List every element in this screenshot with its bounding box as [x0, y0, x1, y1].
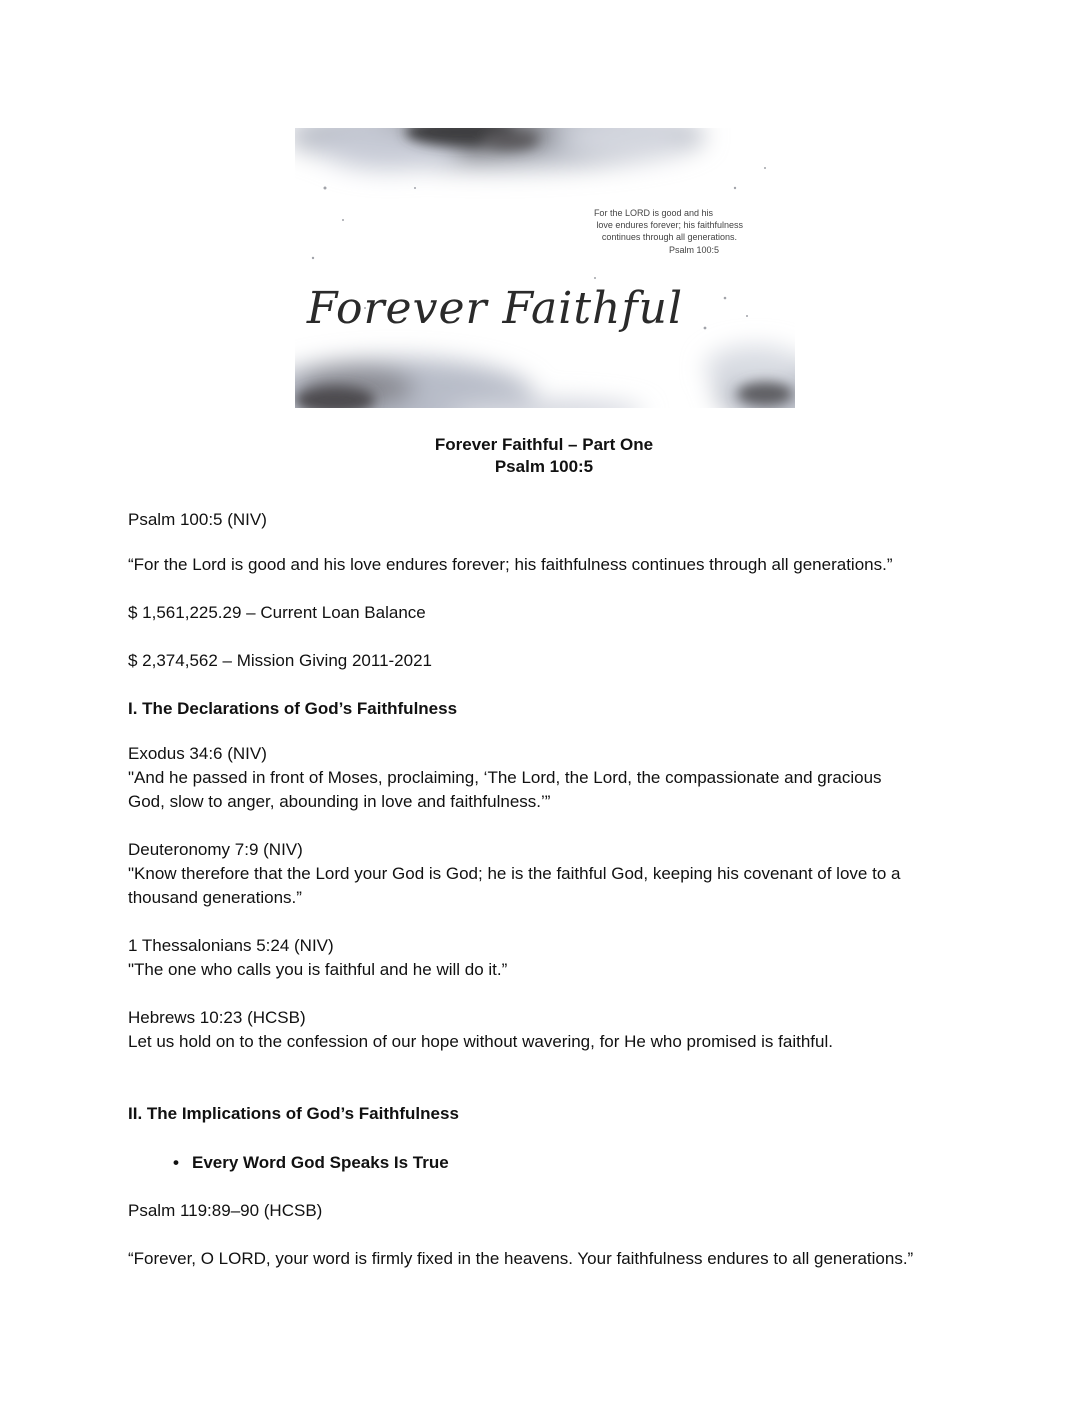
passage-quote: “Forever, O LORD, your word is firmly fixed in the heavens. Your faithfulness endures to all generations.”: [128, 1249, 914, 1268]
passage-ref: Exodus 34:6 (NIV): [128, 744, 267, 763]
loan-balance: $ 1,561,225.29 – Current Loan Balance: [128, 603, 426, 622]
passage-ref: Deuteronomy 7:9 (NIV): [128, 840, 303, 859]
banner-image: [295, 128, 795, 408]
intro-quote: “For the Lord is good and his love endures forever; his faithfulness continues through all generations.”: [128, 555, 893, 574]
passage-ref: Psalm 119:89–90 (HCSB): [128, 1201, 323, 1220]
bullet-icon: •: [173, 1153, 179, 1172]
banner-script-title: Forever Faithful: [306, 283, 684, 334]
passage-text: "The one who calls you is faithful and he will do it.”: [128, 960, 508, 979]
banner-verse-line: love endures forever; his faithfulness: [596, 220, 743, 230]
section-1-heading: I. The Declarations of God’s Faithfulness: [128, 699, 458, 718]
passage-ref: Hebrews 10:23 (HCSB): [128, 1008, 306, 1027]
intro-ref: Psalm 100:5 (NIV): [128, 510, 267, 529]
bullet-item: Every Word God Speaks Is True: [192, 1153, 449, 1172]
passage-text: God, slow to anger, abounding in love and faithfulness.’”: [128, 792, 551, 811]
title-line-1: Forever Faithful – Part One: [434, 435, 654, 454]
page-title: [0, 434, 1088, 478]
section-2-heading: II. The Implications of God’s Faithfulness: [128, 1104, 459, 1123]
passage-text: "And he passed in front of Moses, proclaiming, ‘The Lord, the Lord, the compassionate and gracious: [128, 768, 882, 787]
banner-verse-ref: Psalm 100:5: [668, 245, 719, 255]
banner-verse-line: continues through all generations.: [601, 232, 737, 242]
passage-text: Let us hold on to the confession of our hope without wavering, for He who promised is faithful.: [128, 1032, 833, 1051]
passage-ref: 1 Thessalonians 5:24 (NIV): [128, 936, 334, 955]
passage-text: "Know therefore that the Lord your God is God; he is the faithful God, keeping his covenant of love to a: [128, 864, 901, 883]
title-line-2: Psalm 100:5: [494, 457, 594, 476]
banner-verse-line: For the LORD is good and his: [593, 208, 713, 218]
mission-giving: $ 2,374,562 – Mission Giving 2011-2021: [128, 651, 432, 670]
passage-text: thousand generations.”: [128, 888, 302, 907]
